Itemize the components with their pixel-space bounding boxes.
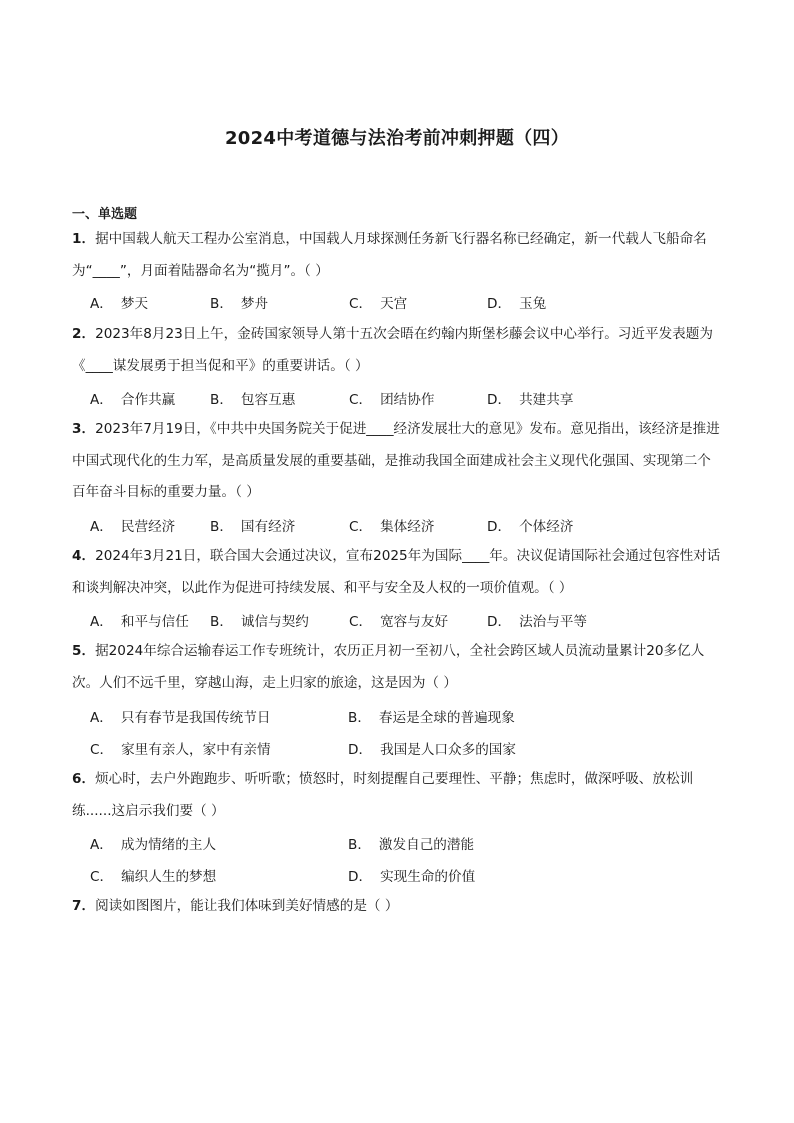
option-b[interactable]: B． 诚信与契约: [210, 614, 309, 630]
question-2: [72, 319, 724, 382]
question-text: 阅读如图图片，能让我们体味到美好情感的是（ ）: [95, 898, 399, 914]
option-d[interactable]: D． 我国是人口众多的国家: [348, 742, 516, 758]
question-1: [72, 224, 724, 287]
section-heading: 一、单选题: [72, 207, 138, 222]
option-a[interactable]: A． 合作共赢: [90, 392, 176, 408]
question-text: 2023年7月19日，《中共中央国务院关于促进____经济发展壮大的意见》发布。意见指出，该经济是推进中国式现代化的生力军，是高质量发展的重要基础，是推动我国全面建成社会主义现代化强国、实现第二个百年奋斗目标的重要力量。（ ）: [72, 421, 720, 500]
question-text: 2024年3月21日，联合国大会通过决议，宣布2025年为国际____年。决议促请国际社会通过包容性对话和谈判解决冲突，以此作为促进可持续发展、和平与安全及人权的一项价值观。（ ）: [72, 548, 721, 596]
option-a[interactable]: A． 只有春节是我国传统节日: [90, 710, 271, 726]
question-7: [72, 891, 724, 923]
question-4: [72, 541, 724, 604]
question-text: 烦心时，去户外跑跑步、听听歌；愤怒时，时刻提醒自己要理性、平静；焦虑时，做深呼吸、放松训练......这启示我们要（ ）: [72, 771, 694, 819]
question-number: 4．: [72, 548, 96, 564]
options-4: [90, 610, 730, 632]
option-c[interactable]: C． 宽容与友好: [349, 614, 449, 630]
option-b[interactable]: B． 国有经济: [210, 519, 296, 535]
question-text: 据中国载人航天工程办公室消息，中国载人月球探测任务新飞行器名称已经确定，新一代载人飞船命名为“____”，月面着陆器命名为“揽月”。（ ）: [72, 231, 707, 279]
question-number: 5．: [72, 643, 96, 659]
option-a[interactable]: A． 成为情绪的主人: [90, 837, 217, 853]
option-b[interactable]: B． 激发自己的潜能: [348, 837, 475, 853]
page-title: 2024中考道德与法治考前冲刺押题（四）: [224, 128, 570, 149]
question-text: 2023年8月23日上午，金砖国家领导人第十五次会晤在约翰内斯堡杉藤会议中心举行。习近平发表题为《____谋发展勇于担当促和平》的重要讲话。（ ）: [72, 326, 713, 374]
option-b[interactable]: B． 包容互惠: [210, 392, 296, 408]
option-c[interactable]: C． 天宫: [349, 296, 408, 312]
options-5a: [90, 706, 730, 728]
question-number: 3．: [72, 421, 96, 437]
options-6a: [90, 833, 730, 855]
option-c[interactable]: C． 家里有亲人，家中有亲情: [90, 742, 271, 758]
options-3: [90, 515, 730, 537]
option-d[interactable]: D． 玉兔: [487, 296, 547, 312]
options-5b: [90, 738, 730, 760]
question-number: 2．: [72, 326, 96, 342]
options-1: [90, 292, 730, 314]
option-c[interactable]: C． 编织人生的梦想: [90, 869, 217, 885]
question-number: 1．: [72, 231, 96, 247]
option-b[interactable]: B． 梦舟: [210, 296, 269, 312]
question-text: 据2024年综合运输春运工作专班统计，农历正月初一至初八，全社会跨区域人员流动量累计20多亿人次。人们不远千里，穿越山海，走上归家的旅途，这是因为（ ）: [72, 643, 705, 691]
option-d[interactable]: D． 实现生命的价值: [348, 869, 476, 885]
option-a[interactable]: A． 梦天: [90, 296, 149, 312]
option-a[interactable]: A． 民营经济: [90, 519, 176, 535]
options-6b: [90, 865, 730, 887]
option-c[interactable]: C． 集体经济: [349, 519, 435, 535]
option-a[interactable]: A． 和平与信任: [90, 614, 189, 630]
options-2: [90, 388, 730, 410]
question-number: 6．: [72, 771, 96, 787]
option-d[interactable]: D． 法治与平等: [487, 614, 588, 630]
option-d[interactable]: D． 共建共享: [487, 392, 574, 408]
option-b[interactable]: B． 春运是全球的普遍现象: [348, 710, 515, 726]
question-5: [72, 636, 724, 699]
question-number: 7．: [72, 898, 96, 914]
option-c[interactable]: C． 团结协作: [349, 392, 435, 408]
question-3: [72, 414, 724, 509]
option-d[interactable]: D． 个体经济: [487, 519, 574, 535]
question-6: [72, 764, 724, 827]
